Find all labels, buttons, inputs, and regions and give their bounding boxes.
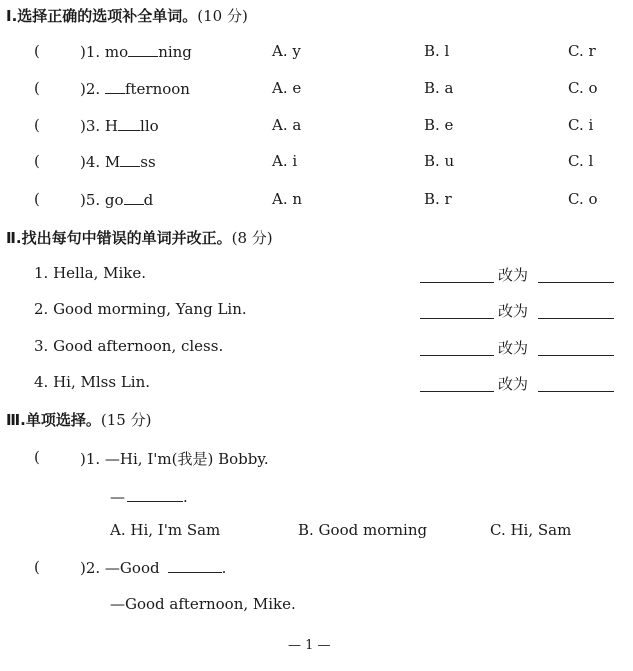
correction-blank[interactable] [538, 377, 614, 392]
option-a[interactable]: A. Hi, I'm Sam [110, 521, 221, 539]
option-b[interactable]: B. Good morning [298, 521, 428, 539]
option-a[interactable]: A. n [272, 190, 303, 208]
section1-heading [6, 5, 248, 26]
question-text: )1. mo ning [80, 43, 192, 61]
page-number: — 1 — [288, 638, 331, 653]
option-a[interactable]: A. e [272, 79, 302, 97]
option-b[interactable]: B. l [424, 42, 450, 60]
option-b[interactable]: B. a [424, 79, 454, 97]
answer-paren[interactable]: ( [34, 79, 40, 97]
sentence-text: 4. Hi, Mlss Lin. [34, 373, 151, 391]
answer-paren[interactable]: ( [34, 448, 40, 466]
reply-line: — . [110, 488, 188, 506]
answer-blank[interactable] [105, 79, 125, 94]
correction-blank[interactable] [538, 341, 614, 356]
option-c[interactable]: C. o [568, 79, 598, 97]
reply-line: —Good afternoon, Mike. [110, 595, 296, 613]
correction-blank[interactable] [538, 268, 614, 283]
section3-heading [6, 409, 151, 430]
question-text: )2. —Good . [80, 559, 227, 577]
change-label: 改为 [498, 339, 529, 357]
wrong-word-blank[interactable] [420, 268, 494, 283]
question-text: )3. H llo [80, 117, 159, 135]
answer-blank[interactable] [120, 152, 140, 167]
change-label: 改为 [498, 375, 529, 393]
correction-blank[interactable] [538, 304, 614, 319]
option-a[interactable]: A. a [272, 116, 302, 134]
answer-paren[interactable]: ( [34, 42, 40, 60]
option-b[interactable]: B. r [424, 190, 452, 208]
answer-blank[interactable] [168, 558, 222, 573]
option-c[interactable]: C. Hi, Sam [490, 521, 572, 539]
option-b[interactable]: B. e [424, 116, 454, 134]
section2-title: Ⅱ.找出每句中错误的单词并改正。 [6, 229, 232, 247]
change-label: 改为 [498, 266, 529, 284]
option-c[interactable]: C. r [568, 42, 596, 60]
section2-points: (8 分) [231, 229, 273, 247]
answer-paren[interactable]: ( [34, 116, 40, 134]
section2-heading [6, 227, 273, 248]
change-label: 改为 [498, 302, 529, 320]
answer-blank[interactable] [124, 190, 144, 205]
option-a[interactable]: A. y [272, 42, 301, 60]
answer-blank[interactable] [128, 42, 158, 57]
section3-title: Ⅲ.单项选择。 [6, 411, 101, 429]
answer-paren[interactable]: ( [34, 152, 40, 170]
question-text: )5. go d [80, 191, 154, 209]
option-c[interactable]: C. o [568, 190, 598, 208]
sentence-text: 2. Good morming, Yang Lin. [34, 300, 247, 318]
answer-paren[interactable]: ( [34, 190, 40, 208]
question-text: )4. M ss [80, 153, 156, 171]
question-text: )1. —Hi, I'm(我是) Bobby. [80, 450, 269, 468]
wrong-word-blank[interactable] [420, 341, 494, 356]
option-a[interactable]: A. i [272, 152, 298, 170]
sentence-text: 3. Good afternoon, cless. [34, 337, 224, 355]
wrong-word-blank[interactable] [420, 377, 494, 392]
answer-paren[interactable]: ( [34, 558, 40, 576]
option-c[interactable]: C. l [568, 152, 594, 170]
answer-blank[interactable] [127, 487, 183, 502]
option-c[interactable]: C. i [568, 116, 594, 134]
question-text: )2. fternoon [80, 80, 190, 98]
section1-title: Ⅰ.选择正确的选项补全单词。 [6, 7, 198, 25]
option-b[interactable]: B. u [424, 152, 455, 170]
wrong-word-blank[interactable] [420, 304, 494, 319]
answer-blank[interactable] [118, 116, 140, 131]
sentence-text: 1. Hella, Mike. [34, 264, 147, 282]
section3-points: (15 分) [100, 411, 152, 429]
section1-points: (10 分) [197, 7, 248, 25]
